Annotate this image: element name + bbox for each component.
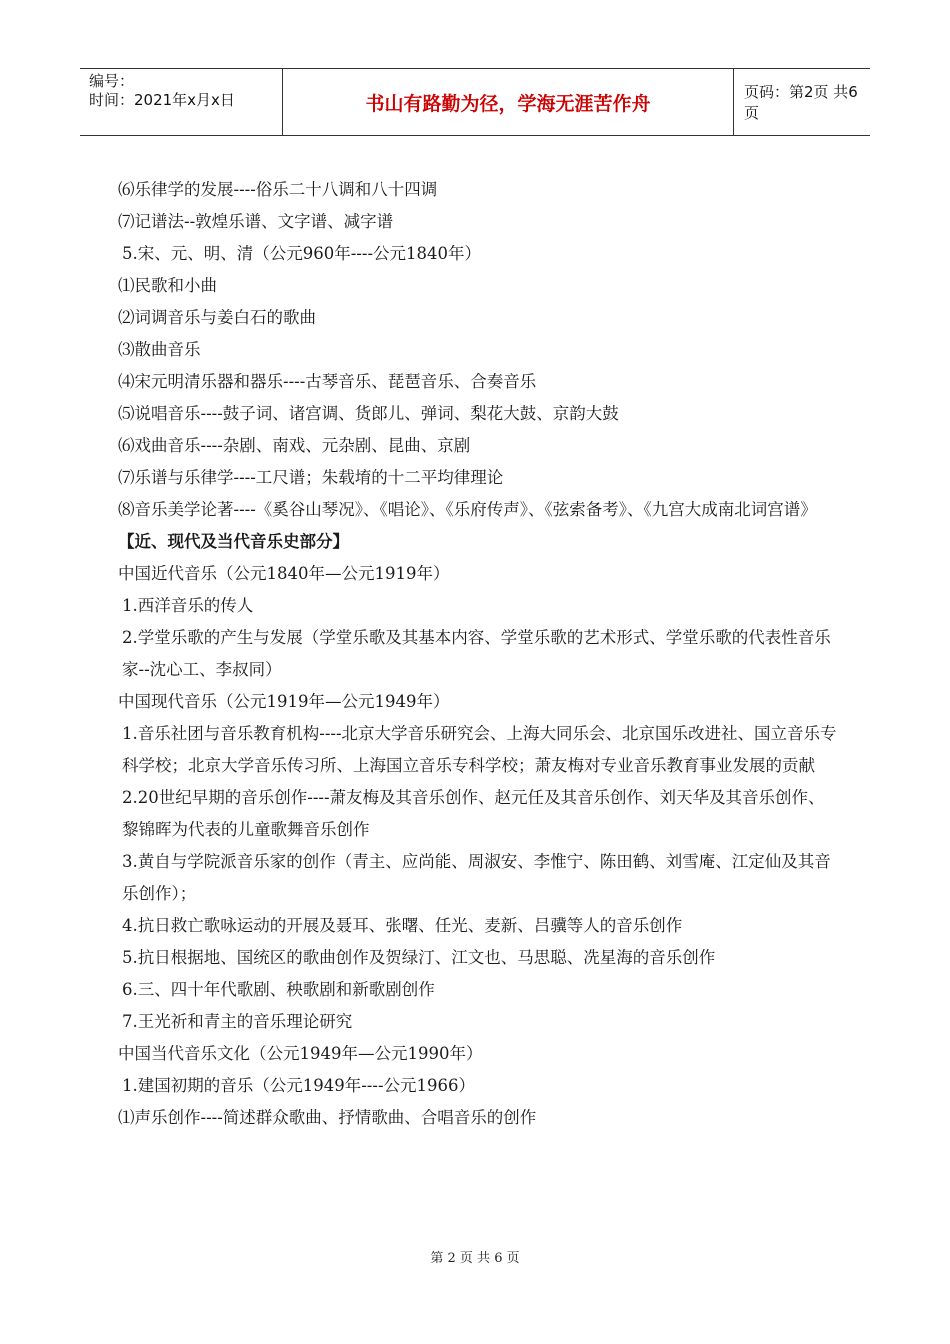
body-line: 1.音乐社团与音乐教育机构----北京大学音乐研究会、上海大同乐会、北京国乐改进社、国立音乐专科学校；北京大学音乐传习所、上海国立音乐专科学校；萧友梅对专业音乐教育事业发展的贡献 bbox=[122, 724, 837, 775]
body-line: 1.西洋音乐的传人 bbox=[122, 596, 254, 615]
body-line: ⑺记谱法--敦煌乐谱、文字谱、减字谱 bbox=[118, 212, 394, 231]
body-line: ⑹戏曲音乐----杂剧、南戏、元杂剧、昆曲、京剧 bbox=[118, 436, 471, 455]
section-heading: 【近、现代及当代音乐史部分】 bbox=[118, 532, 349, 551]
body-line: ⑴民歌和小曲 bbox=[118, 276, 217, 295]
body-line: 5.抗日根据地、国统区的歌曲创作及贺绿汀、江文也、马思聪、冼星海的音乐创作 bbox=[122, 948, 716, 967]
body-line: ⑻音乐美学论著----《奚谷山琴况》、《唱论》、《乐府传声》、《弦索备考》、《九宫大成南北词宫谱》 bbox=[118, 500, 817, 519]
document-number-label: 编号： bbox=[89, 72, 135, 90]
body-line: 中国近代音乐（公元1840年—公元1919年） bbox=[118, 564, 450, 583]
header-page-code: 页码：第2页 共6页 bbox=[744, 83, 858, 122]
body-line: 4.抗日救亡歌咏运动的开展及聂耳、张曙、任光、麦新、吕骥等人的音乐创作 bbox=[122, 916, 683, 935]
header-motto: 书山有路勤为径，学海无涯苦作舟 bbox=[282, 69, 734, 135]
body-line: 中国当代音乐文化（公元1949年—公元1990年） bbox=[118, 1044, 483, 1063]
body-line: 2.学堂乐歌的产生与发展（学堂乐歌及其基本内容、学堂乐歌的艺术形式、学堂乐歌的代表性音乐家--沈心工、李叔同） bbox=[122, 628, 831, 679]
body-line: 1.建国初期的音乐（公元1949年----公元1966） bbox=[122, 1076, 476, 1095]
body-line: 7.王光祈和青主的音乐理论研究 bbox=[122, 1012, 353, 1031]
body-line: ⑷宋元明清乐器和器乐----古琴音乐、琵琶音乐、合奏音乐 bbox=[118, 372, 537, 391]
body-line: ⑴声乐创作----简述群众歌曲、抒情歌曲、合唱音乐的创作 bbox=[118, 1108, 537, 1127]
body-line: ⑶散曲音乐 bbox=[118, 340, 201, 359]
body-line: ⑹乐律学的发展----俗乐二十八调和八十四调 bbox=[118, 180, 438, 199]
document-date: 时间：2021年x月x日 bbox=[89, 91, 235, 109]
body-line: 6.三、四十年代歌剧、秧歌剧和新歌剧创作 bbox=[122, 980, 435, 999]
page-footer: 第 2 页 共 6 页 bbox=[430, 1251, 520, 1266]
header-left-cell bbox=[80, 69, 282, 135]
body-line: 2.20世纪早期的音乐创作----萧友梅及其音乐创作、赵元任及其音乐创作、刘天华及其音乐创作、黎锦晖为代表的儿童歌舞音乐创作 bbox=[122, 788, 825, 839]
body-line: ⑺乐谱与乐律学----工尺谱；朱载堉的十二平均律理论 bbox=[118, 468, 504, 487]
body-line: ⑸说唱音乐----鼓子词、诸宫调、货郎儿、弹词、梨花大鼓、京韵大鼓 bbox=[118, 404, 619, 423]
page-header bbox=[80, 68, 870, 136]
body-line: 5.宋、元、明、清（公元960年----公元1840年） bbox=[122, 244, 482, 263]
body-line: 中国现代音乐（公元1919年—公元1949年） bbox=[118, 692, 450, 711]
document-body bbox=[118, 174, 840, 1134]
body-line: 3.黄自与学院派音乐家的创作（青主、应尚能、周淑安、李惟宁、陈田鹤、刘雪庵、江定仙及其音乐创作）； bbox=[122, 852, 831, 903]
body-line: ⑵词调音乐与姜白石的歌曲 bbox=[118, 308, 316, 327]
